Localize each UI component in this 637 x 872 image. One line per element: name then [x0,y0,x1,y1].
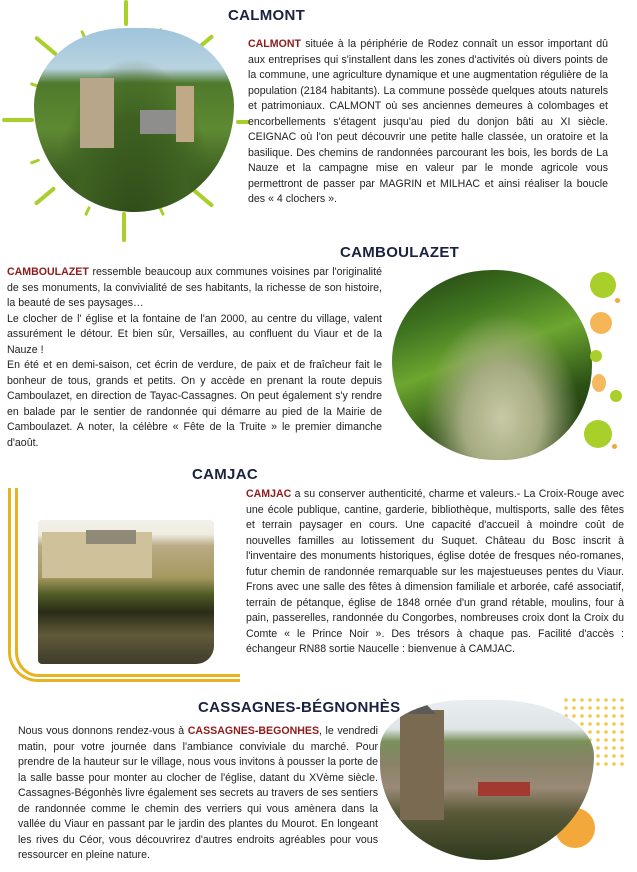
church-bell-tower [176,86,194,142]
cassagnes-text-intro: Nous vous donnons rendez-vous à [18,725,188,737]
camboulazet-text-1: ressemble beaucoup aux communes voisines par l'originalité de ses monuments, la convivialité de ses habitants, la richesse de son histoire, la beauté de ses paysages… [7,266,382,309]
chateau-roof [86,530,136,544]
church-spire [408,700,436,714]
calmont-text: située à la périphérie de Rodez connaît un essor important dû aux entreprises qui s'installent dans les zones d'activités où divers points de la commune, une agriculture dynamique et une augmentation régulière de la population (2184 habitants). La commune possède quelques atouts naturels et patrimoniaux. CALMONT où ses anciennes demeures à colombages et encorbellements s'étagent jusqu'au pied du donjon bâti au XI siècle. CEIGNAC où l'on peut découvrir une petite halle classée, un oratoire et la basilique. Des chemins de randonnées parcourant les bois, les bords de La Nauze et la campagne mise en valeur par le monde agricole vous permettront de passer par MAGRIN et MILHAC et ainsi réaliser la boucle des « 4 clochers ». [248,38,608,205]
camjac-description [246,487,624,658]
church-tower [400,710,444,820]
calmont-description [248,37,608,208]
camjac-title: CAMJAC [192,466,258,483]
cassagnes-description [18,724,378,864]
cassagnes-highlight: CASSAGNES-BEGONHES [187,725,320,737]
red-building [478,782,530,796]
camboulazet-text-3: En été et en demi-saison, cet écrin de verdure, de paix et de fraîcheur fait le bonheur de tous, grands et petits. On y accède en prenant la route depuis Camboulazet, en direction de Tayac-Cassagnes. On peut également s'y rendre en balade par le sentier de randonnée qui démarre au pied de la Mairie de Camboulazet. A noter, la célèbre « Fête de la Truite » le premier dimanche d'août. [7,359,382,449]
calmont-title: CALMONT [228,7,306,24]
calmont-village-photo [34,28,234,212]
camjac-chateau-photo [38,520,214,664]
camboulazet-description [7,265,382,451]
camboulazet-title: CAMBOULAZET [340,244,460,261]
donjon-tower [80,78,114,148]
camboulazet-highlight: CAMBOULAZET [7,266,89,278]
camboulazet-text-2: Le clocher de l' église et la fontaine de l'an 2000, au centre du village, valent assurément le détour. Et bien sûr, Versailles, au confluent du Viaur et de la Nauze ! [7,312,382,356]
calmont-highlight: CALMONT [248,38,301,50]
camjac-highlight: CAMJAC [246,488,292,500]
cassagnes-text: , le vendredi matin, pour votre journée dans l'ambiance conviviale du marché. Pour prendre de la hauteur sur le village, nous vous invitons à pousser la porte de la salle basse pour monter au clocher de l'église, datant du XVème siècle. Cassagnes-Bégonhès livre également ses secrets au travers de ses sentiers de randonnée comme le chemin des verriers qui vous amènera dans la vallée du Viaur en passant par le jardin des plantes du Mourot. En longeant les rives du Céor, vous découvrirez d'autres endroits agréables pour vous ressourcer en pleine nature. [18,725,378,861]
camjac-text: a su conserver authenticité, charme et valeurs.- La Croix-Rouge avec une école publique, cantine, garderie, bibliothèque, multisports, salle des fêtes et terrain paysager en cours. Une capacité d'accueil à moindre coût de nouvelles familles au lotissement du Suquet. Château du Bosc inscrit à l'inventaire des monuments historiques, église dotée de fresques néo-romanes, futur chemin de randonnée remarquable sur les majestueuses pentes du Viaur. Frons avec une salle des fêtes à dimension familiale et arborée, café associatif, terrain de pétanque, église de 1848 ornée d'un grand rétable, moulins, four à pain, passerelles, randonnée du Congorbes, nombreuses croix dont la Croix du Comte « le Prince Noir ». Des trésors à chaque pas. Facilité d'accès : échangeur RN88 sortie Naucelle : bienvenue à CAMJAC. [246,488,624,655]
camboulazet-river-photo [392,270,592,460]
cassagnes-title: CASSAGNES-BÉGNONHÈS [198,699,401,716]
